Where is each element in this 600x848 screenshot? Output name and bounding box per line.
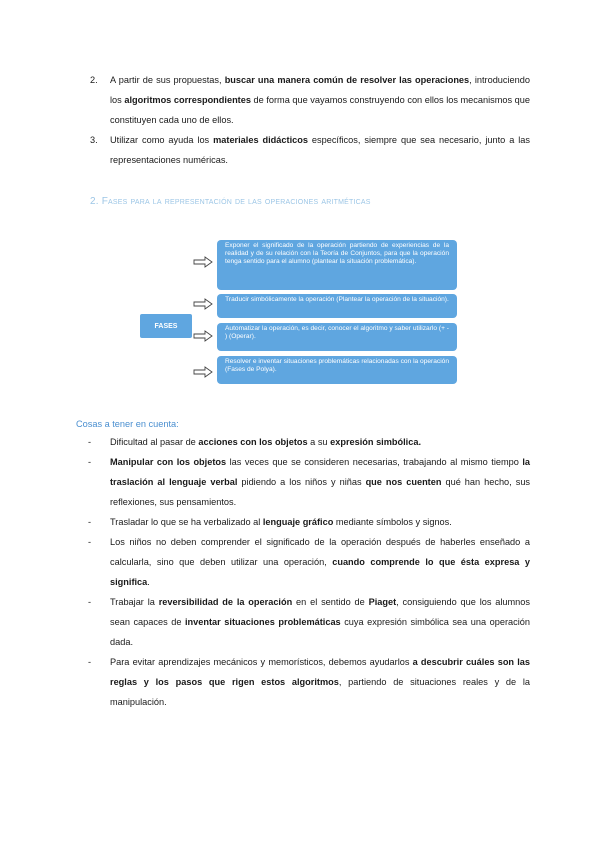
text-run: A partir de sus propuestas,: [110, 75, 225, 85]
text-run: mediante símbolos y signos.: [333, 517, 452, 527]
bold-text: a descubrir cuáles son las reglas y los pasos que rigen estos algoritmos: [110, 657, 530, 687]
bullet-dash: -: [88, 437, 92, 447]
text-run: qué han hecho, sus reflexiones, sus pensamientos.: [110, 477, 531, 507]
phase-step: Automatizar la operación, es decir, conocer el algoritmo y saber utilizarlo (+ - ) (Operar).: [217, 323, 457, 351]
text-run: Trabajar la: [110, 597, 159, 607]
numbered-list: [90, 70, 530, 170]
bold-text: la traslación al lenguaje verbal: [110, 457, 531, 487]
text-run: de forma que vayamos construyendo con ellos los mecanismos que constituyen cada uno de ellos.: [110, 95, 530, 125]
bold-text: algoritmos correspondientes: [124, 95, 251, 105]
bullet-item: [88, 432, 530, 452]
bold-text: Piaget: [368, 597, 397, 607]
subheading: Cosas a tener en cuenta:: [76, 419, 179, 429]
text-run: Los niños no deben comprender el significado de la operación después de haberles enseñado a calcularla, sino que deben utilizar una operación,: [110, 537, 530, 567]
bold-text: que nos cuenten: [365, 477, 442, 487]
hollow-right-arrow-icon: [193, 256, 213, 268]
list-item: [90, 70, 530, 130]
phase-step: Traducir simbólicamente la operación (Plantear la operación de la situación).: [217, 294, 457, 318]
text-run: Dificultad al pasar de: [110, 437, 199, 447]
bold-text: expresión simbólica.: [330, 437, 421, 447]
text-run: en el sentido de: [292, 597, 369, 607]
text-run: cuya expresión simbólica sea una operación dada.: [110, 617, 530, 647]
bullet-item: [88, 452, 530, 512]
text-run: específicos, siempre que sea necesario, junto a las representaciones numéricas.: [110, 135, 531, 165]
bullet-item: [88, 592, 530, 652]
bullet-item: [88, 652, 530, 712]
bullet-dash: -: [88, 517, 92, 527]
text-run: Utilizar como ayuda los: [110, 135, 214, 145]
list-item: [90, 130, 530, 170]
phases-diagram: [140, 238, 460, 388]
bold-text: acciones con los objetos: [198, 437, 308, 447]
phase-step: Resolver e inventar situaciones problemáticas relacionadas con la operación (Fases de Polya).: [217, 356, 457, 384]
bold-text: inventar situaciones problemáticas: [185, 617, 341, 627]
bullet-dash: -: [88, 537, 92, 547]
bullet-item: [88, 532, 530, 592]
bold-text: lenguaje gráfico: [262, 517, 334, 527]
bullet-dash: -: [88, 597, 92, 607]
text-run: , partiendo de situaciones reales y de la manipulación.: [110, 677, 531, 707]
bullet-item: [88, 512, 530, 532]
hollow-right-arrow-icon: [193, 330, 213, 342]
text-run: .: [147, 577, 150, 587]
text-run: a su: [307, 437, 331, 447]
text-run: Trasladar lo que se ha verbalizado al: [110, 517, 263, 527]
list-number: 2.: [90, 75, 98, 85]
bold-text: buscar una manera común de resolver las operaciones: [224, 75, 470, 85]
bold-text: reversibilidad de la operación: [158, 597, 293, 607]
bullet-dash: -: [88, 457, 92, 467]
text-run: , consiguiendo que los alumnos sean capaces de: [110, 597, 530, 627]
bullet-dash: -: [88, 657, 92, 667]
list-number: 3.: [90, 135, 98, 145]
text-run: pidiendo a los niños y niñas: [237, 477, 366, 487]
phase-step: Exponer el significado de la operación partiendo de experiencias de la realidad y de su relación con la Teoría de Conjuntos, para que la operación tenga sentido para el alumno (plantear la situación problemática).: [217, 240, 457, 290]
text-run: , introduciendo los: [110, 75, 530, 105]
hollow-right-arrow-icon: [193, 298, 213, 310]
section-heading: 2. Fases para la representación de las operaciones aritméticas: [90, 196, 371, 207]
hollow-right-arrow-icon: [193, 366, 213, 378]
fases-box: FASES: [140, 314, 192, 338]
bold-text: Manipular con los objetos: [110, 457, 227, 467]
bold-text: cuando comprende lo que ésta expresa y significa: [110, 557, 530, 587]
bullet-list: [88, 432, 530, 712]
bold-text: materiales didácticos: [213, 135, 308, 145]
text-run: Para evitar aprendizajes mecánicos y memorísticos, debemos ayudarlos: [110, 657, 413, 667]
text-run: las veces que se consideren necesarias, trabajando al mismo tiempo: [226, 457, 523, 467]
